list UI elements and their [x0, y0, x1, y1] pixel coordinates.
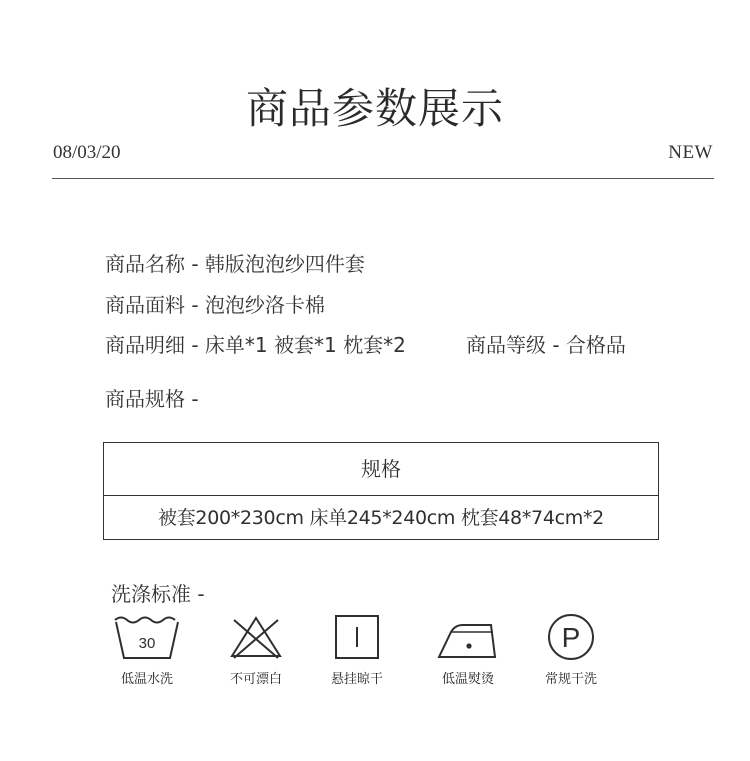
spec-table-value: 被套200*230cm 床单245*240cm 枕套48*74cm*2 [158, 507, 604, 529]
dry-clean-p-icon [536, 612, 606, 662]
care-item-bleach [206, 612, 306, 687]
care-item-dryclean [521, 612, 621, 687]
care-label-hang: 悬挂晾干 [330, 672, 383, 687]
spec-table-header: 规格 [104, 443, 658, 496]
param-name: 商品名称 - 韩版泡泡纱四件套 [105, 252, 365, 276]
page-title: 商品参数展示 [245, 84, 504, 133]
hang-dry-icon [322, 612, 392, 662]
washing-title: 洗涤标准 - [111, 582, 205, 606]
iron-low-icon [433, 612, 503, 662]
no-bleach-icon [221, 612, 291, 662]
care-item-wash [97, 612, 197, 687]
care-item-iron [418, 612, 518, 687]
care-label-iron: 低温熨烫 [441, 672, 494, 687]
date-label: 08/03/20 [53, 142, 121, 163]
param-fabric: 商品面料 - 泡泡纱洛卡棉 [105, 293, 325, 317]
new-badge: NEW [668, 142, 713, 163]
wash-30-icon [112, 612, 182, 662]
header-divider [52, 178, 714, 179]
care-label-dryclean: 常规干洗 [544, 672, 597, 687]
wash-temp-text: 30 [138, 635, 156, 652]
spec-table [103, 442, 659, 540]
dry-clean-letter: P [561, 622, 581, 653]
care-item-hang [307, 612, 407, 687]
care-label-wash: 低温水洗 [120, 672, 173, 687]
param-grade: 商品等级 - 合格品 [466, 333, 626, 357]
care-label-bleach: 不可漂白 [229, 672, 282, 687]
param-detail: 商品明细 - 床单*1 被套*1 枕套*2 [105, 333, 406, 357]
param-spec: 商品规格 - [105, 387, 199, 411]
